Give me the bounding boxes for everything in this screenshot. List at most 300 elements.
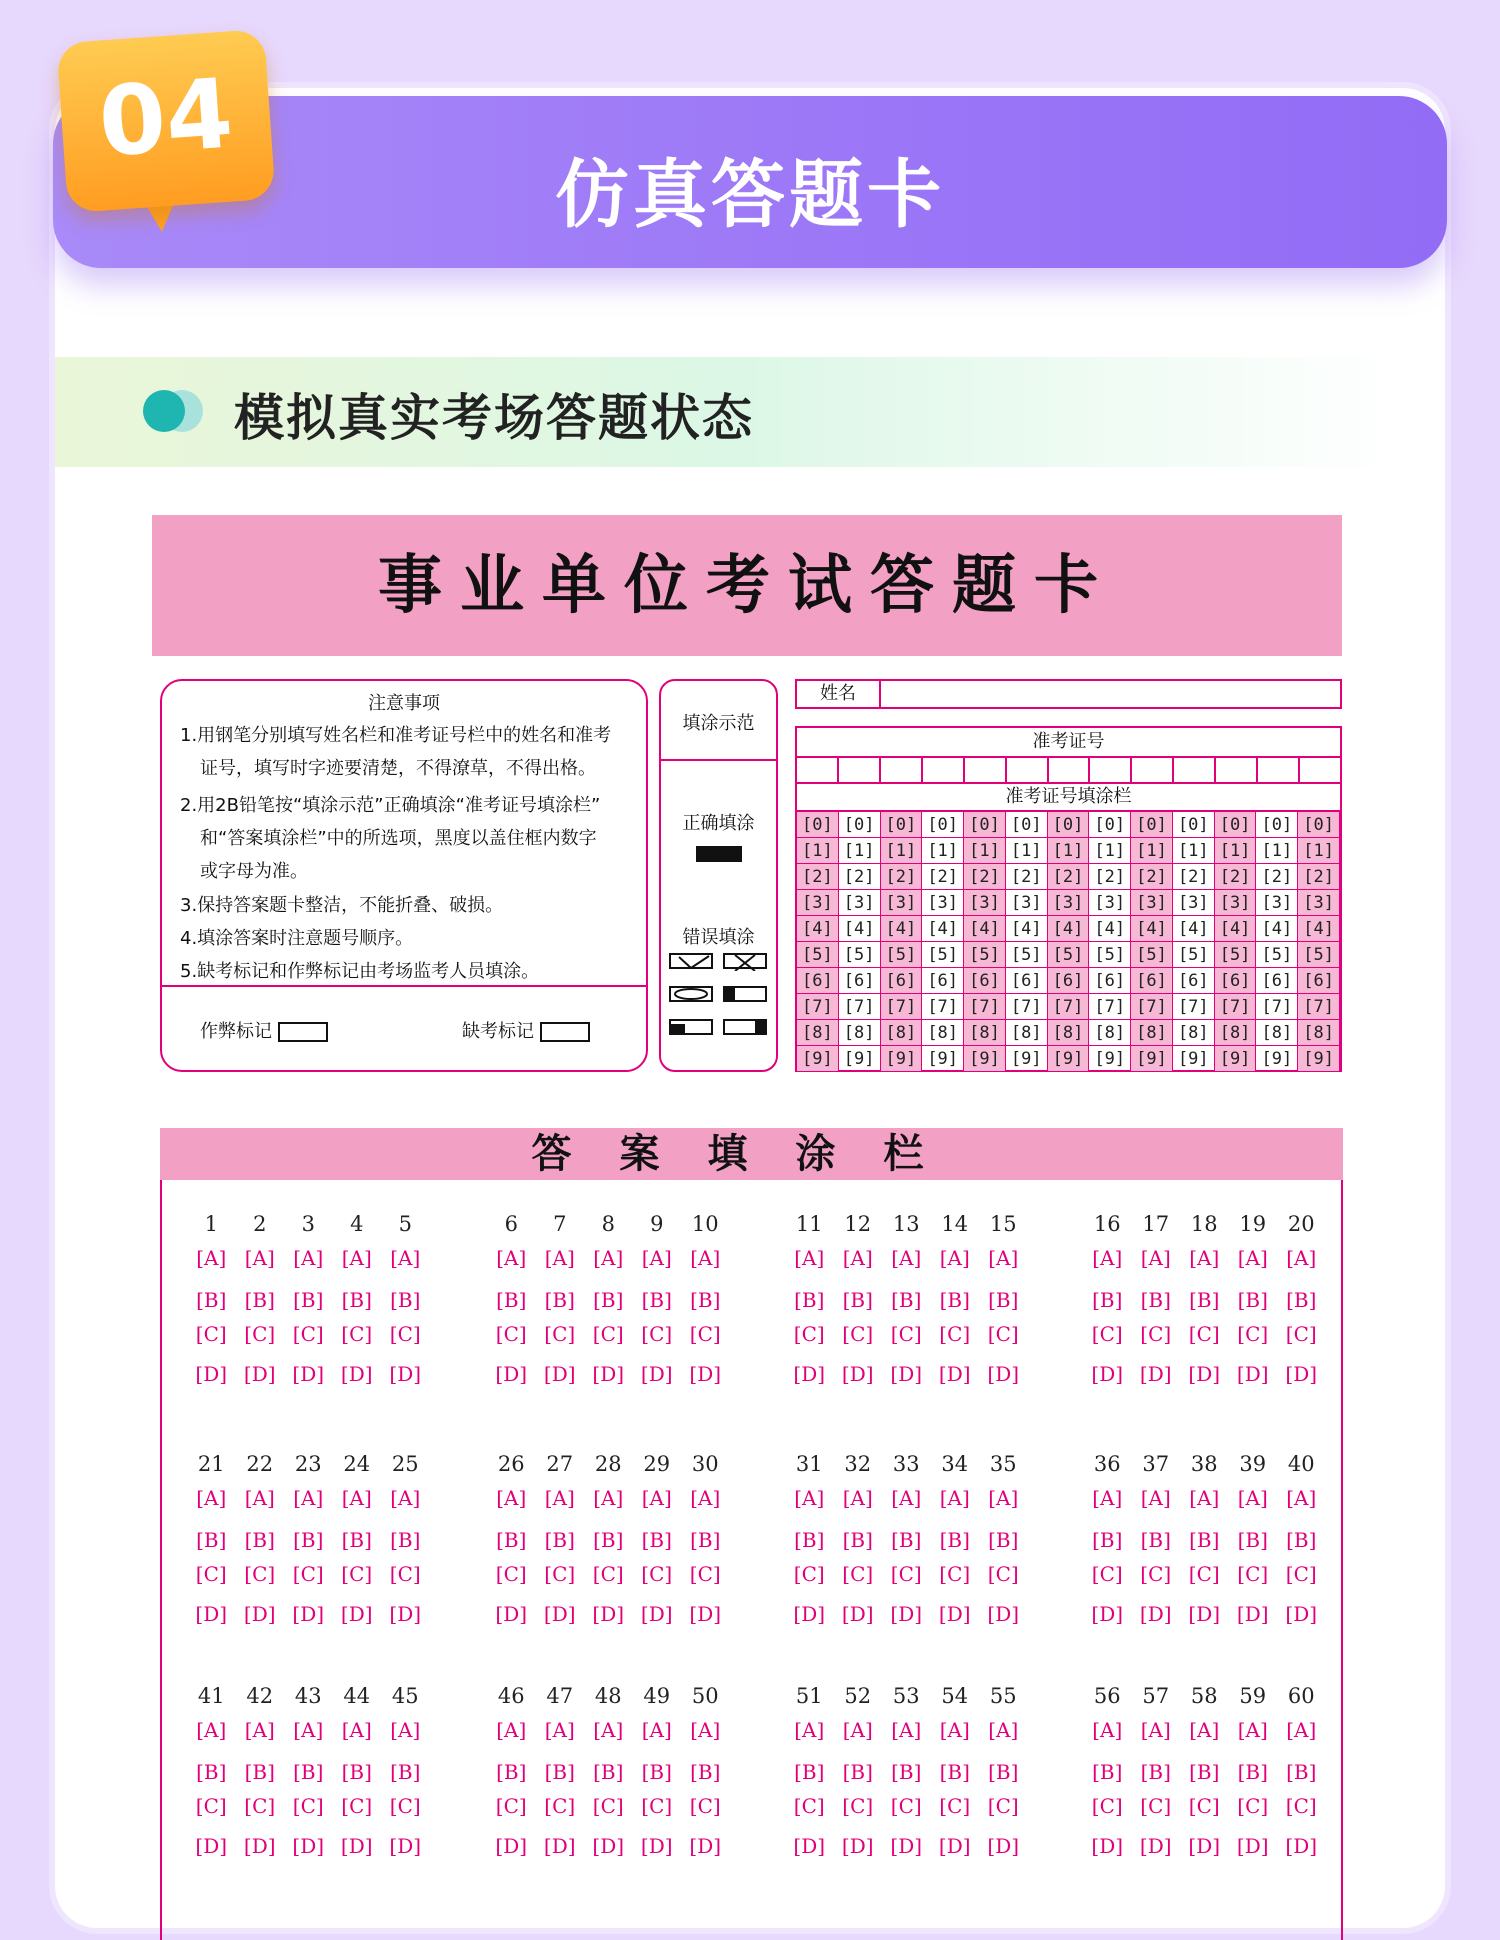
answer-option-bubble[interactable]: [C] bbox=[244, 1562, 276, 1586]
admission-id-cell[interactable] bbox=[1258, 758, 1300, 782]
admission-id-cell[interactable] bbox=[1007, 758, 1049, 782]
id-digit-bubble[interactable]: [4] bbox=[1006, 916, 1048, 942]
answer-option-bubble[interactable]: [D] bbox=[1285, 1362, 1318, 1386]
answer-option-bubble[interactable]: [A] bbox=[939, 1246, 970, 1270]
id-digit-bubble[interactable]: [0] bbox=[1131, 812, 1173, 838]
answer-option-bubble[interactable]: [D] bbox=[640, 1362, 673, 1386]
answer-option-bubble[interactable]: [A] bbox=[390, 1718, 421, 1742]
answer-option-bubble[interactable]: [D] bbox=[1139, 1602, 1172, 1626]
answer-option-bubble[interactable]: [D] bbox=[689, 1362, 722, 1386]
answer-option-bubble[interactable]: [C] bbox=[592, 1322, 624, 1346]
id-digit-bubble[interactable]: [3] bbox=[881, 890, 923, 916]
answer-option-bubble[interactable]: [C] bbox=[292, 1562, 324, 1586]
answer-option-bubble[interactable]: [A] bbox=[1092, 1246, 1123, 1270]
id-digit-bubble[interactable]: [4] bbox=[1048, 916, 1090, 942]
answer-option-bubble[interactable]: [B] bbox=[593, 1528, 624, 1552]
answer-option-bubble[interactable]: [A] bbox=[1189, 1246, 1220, 1270]
id-digit-bubble[interactable]: [4] bbox=[881, 916, 923, 942]
id-digit-bubble[interactable]: [2] bbox=[1131, 864, 1173, 890]
id-digit-bubble[interactable]: [2] bbox=[1173, 864, 1215, 890]
answer-option-bubble[interactable]: [B] bbox=[293, 1528, 324, 1552]
answer-option-bubble[interactable]: [B] bbox=[341, 1288, 372, 1312]
id-digit-bubble[interactable]: [9] bbox=[881, 1046, 923, 1072]
answer-option-bubble[interactable]: [D] bbox=[987, 1602, 1020, 1626]
answer-option-bubble[interactable]: [B] bbox=[690, 1528, 721, 1552]
cheat-mark[interactable] bbox=[200, 1017, 328, 1043]
answer-option-bubble[interactable]: [D] bbox=[1285, 1834, 1318, 1858]
answer-option-bubble[interactable]: [A] bbox=[641, 1246, 672, 1270]
answer-option-bubble[interactable]: [D] bbox=[640, 1602, 673, 1626]
answer-option-bubble[interactable]: [B] bbox=[641, 1760, 672, 1784]
answer-option-bubble[interactable]: [C] bbox=[987, 1322, 1019, 1346]
id-digit-bubble[interactable]: [6] bbox=[1006, 968, 1048, 994]
answer-option-bubble[interactable]: [B] bbox=[1189, 1528, 1220, 1552]
id-digit-bubble[interactable]: [6] bbox=[839, 968, 881, 994]
admission-id-cell[interactable] bbox=[797, 758, 839, 782]
answer-option-bubble[interactable]: [A] bbox=[1189, 1486, 1220, 1510]
id-digit-bubble[interactable]: [3] bbox=[1089, 890, 1131, 916]
answer-option-bubble[interactable]: [C] bbox=[292, 1794, 324, 1818]
id-digit-bubble[interactable]: [3] bbox=[1006, 890, 1048, 916]
answer-option-bubble[interactable]: [D] bbox=[389, 1362, 422, 1386]
answer-option-bubble[interactable]: [C] bbox=[592, 1794, 624, 1818]
answer-option-bubble[interactable]: [C] bbox=[195, 1562, 227, 1586]
id-digit-bubble[interactable]: [0] bbox=[881, 812, 923, 838]
answer-option-bubble[interactable]: [C] bbox=[1285, 1322, 1317, 1346]
answer-option-bubble[interactable]: [A] bbox=[842, 1718, 873, 1742]
id-digit-bubble[interactable]: [6] bbox=[1089, 968, 1131, 994]
answer-option-bubble[interactable]: [A] bbox=[641, 1486, 672, 1510]
answer-option-bubble[interactable]: [D] bbox=[841, 1834, 874, 1858]
answer-option-bubble[interactable]: [D] bbox=[890, 1362, 923, 1386]
answer-option-bubble[interactable]: [B] bbox=[794, 1528, 825, 1552]
answer-option-bubble[interactable]: [C] bbox=[544, 1322, 576, 1346]
id-digit-bubble[interactable]: [4] bbox=[1298, 916, 1340, 942]
answer-option-bubble[interactable]: [B] bbox=[842, 1288, 873, 1312]
id-digit-bubble[interactable]: [5] bbox=[1006, 942, 1048, 968]
answer-option-bubble[interactable]: [B] bbox=[939, 1528, 970, 1552]
answer-option-bubble[interactable]: [D] bbox=[890, 1834, 923, 1858]
answer-option-bubble[interactable]: [B] bbox=[794, 1760, 825, 1784]
answer-option-bubble[interactable]: [B] bbox=[641, 1528, 672, 1552]
id-digit-bubble[interactable]: [4] bbox=[1089, 916, 1131, 942]
answer-option-bubble[interactable]: [A] bbox=[1092, 1486, 1123, 1510]
answer-option-bubble[interactable]: [B] bbox=[196, 1528, 227, 1552]
answer-option-bubble[interactable]: [C] bbox=[495, 1562, 527, 1586]
id-digit-bubble[interactable]: [0] bbox=[1215, 812, 1257, 838]
id-digit-bubble[interactable]: [3] bbox=[1298, 890, 1340, 916]
answer-option-bubble[interactable]: [A] bbox=[988, 1246, 1019, 1270]
id-digit-bubble[interactable]: [8] bbox=[964, 1020, 1006, 1046]
answer-option-bubble[interactable]: [A] bbox=[641, 1718, 672, 1742]
id-digit-bubble[interactable]: [9] bbox=[1215, 1046, 1257, 1072]
answer-option-bubble[interactable]: [B] bbox=[293, 1760, 324, 1784]
answer-option-bubble[interactable]: [D] bbox=[243, 1834, 276, 1858]
answer-option-bubble[interactable]: [C] bbox=[842, 1322, 874, 1346]
id-digit-bubble[interactable]: [6] bbox=[964, 968, 1006, 994]
id-digit-bubble[interactable]: [1] bbox=[1215, 838, 1257, 864]
answer-option-bubble[interactable]: [A] bbox=[341, 1486, 372, 1510]
id-digit-bubble[interactable]: [9] bbox=[964, 1046, 1006, 1072]
id-digit-bubble[interactable]: [9] bbox=[1006, 1046, 1048, 1072]
answer-option-bubble[interactable]: [B] bbox=[496, 1760, 527, 1784]
answer-option-bubble[interactable]: [B] bbox=[842, 1528, 873, 1552]
answer-option-bubble[interactable]: [D] bbox=[340, 1602, 373, 1626]
id-digit-bubble[interactable]: [4] bbox=[1215, 916, 1257, 942]
answer-option-bubble[interactable]: [D] bbox=[1188, 1834, 1221, 1858]
id-digit-bubble[interactable]: [0] bbox=[1089, 812, 1131, 838]
answer-option-bubble[interactable]: [B] bbox=[196, 1760, 227, 1784]
id-digit-bubble[interactable]: [1] bbox=[839, 838, 881, 864]
answer-option-bubble[interactable]: [B] bbox=[891, 1288, 922, 1312]
id-digit-bubble[interactable]: [8] bbox=[1131, 1020, 1173, 1046]
answer-option-bubble[interactable]: [A] bbox=[293, 1718, 324, 1742]
answer-option-bubble[interactable]: [D] bbox=[987, 1362, 1020, 1386]
answer-option-bubble[interactable]: [A] bbox=[842, 1246, 873, 1270]
answer-option-bubble[interactable]: [B] bbox=[641, 1288, 672, 1312]
answer-option-bubble[interactable]: [A] bbox=[690, 1246, 721, 1270]
answer-option-bubble[interactable]: [C] bbox=[1091, 1794, 1123, 1818]
answer-option-bubble[interactable]: [C] bbox=[195, 1322, 227, 1346]
answer-option-bubble[interactable]: [C] bbox=[793, 1562, 825, 1586]
id-digit-bubble[interactable]: [7] bbox=[922, 994, 964, 1020]
id-digit-bubble[interactable]: [3] bbox=[964, 890, 1006, 916]
answer-option-bubble[interactable]: [A] bbox=[794, 1486, 825, 1510]
id-digit-bubble[interactable]: [1] bbox=[1131, 838, 1173, 864]
answer-option-bubble[interactable]: [A] bbox=[196, 1718, 227, 1742]
id-digit-bubble[interactable]: [4] bbox=[964, 916, 1006, 942]
absent-mark[interactable] bbox=[462, 1017, 590, 1043]
id-digit-bubble[interactable]: [6] bbox=[1131, 968, 1173, 994]
admission-id-cell[interactable] bbox=[1216, 758, 1258, 782]
answer-option-bubble[interactable]: [D] bbox=[1091, 1834, 1124, 1858]
admission-id-cell[interactable] bbox=[923, 758, 965, 782]
answer-option-bubble[interactable]: [C] bbox=[890, 1322, 922, 1346]
answer-option-bubble[interactable]: [A] bbox=[244, 1486, 275, 1510]
answer-option-bubble[interactable]: [D] bbox=[495, 1362, 528, 1386]
answer-option-bubble[interactable]: [B] bbox=[593, 1760, 624, 1784]
answer-option-bubble[interactable]: [D] bbox=[841, 1362, 874, 1386]
answer-option-bubble[interactable]: [B] bbox=[496, 1528, 527, 1552]
answer-option-bubble[interactable]: [A] bbox=[690, 1486, 721, 1510]
answer-option-bubble[interactable]: [D] bbox=[495, 1602, 528, 1626]
answer-option-bubble[interactable]: [C] bbox=[495, 1322, 527, 1346]
id-digit-bubble[interactable]: [4] bbox=[1173, 916, 1215, 942]
answer-option-bubble[interactable]: [D] bbox=[1236, 1834, 1269, 1858]
answer-option-bubble[interactable]: [A] bbox=[1286, 1718, 1317, 1742]
id-digit-bubble[interactable]: [7] bbox=[881, 994, 923, 1020]
answer-option-bubble[interactable]: [A] bbox=[1140, 1246, 1171, 1270]
answer-option-bubble[interactable]: [C] bbox=[1237, 1322, 1269, 1346]
id-digit-bubble[interactable]: [7] bbox=[797, 994, 839, 1020]
id-digit-bubble[interactable]: [7] bbox=[1131, 994, 1173, 1020]
id-digit-bubble[interactable]: [5] bbox=[881, 942, 923, 968]
id-digit-bubble[interactable]: [9] bbox=[922, 1046, 964, 1072]
id-digit-bubble[interactable]: [5] bbox=[797, 942, 839, 968]
answer-option-bubble[interactable]: [C] bbox=[244, 1322, 276, 1346]
answer-option-bubble[interactable]: [C] bbox=[689, 1794, 721, 1818]
id-digit-bubble[interactable]: [8] bbox=[1256, 1020, 1298, 1046]
answer-option-bubble[interactable]: [D] bbox=[543, 1362, 576, 1386]
id-digit-bubble[interactable]: [6] bbox=[1173, 968, 1215, 994]
answer-option-bubble[interactable]: [C] bbox=[1188, 1322, 1220, 1346]
answer-option-bubble[interactable]: [C] bbox=[592, 1562, 624, 1586]
id-digit-bubble[interactable]: [1] bbox=[1048, 838, 1090, 864]
id-digit-bubble[interactable]: [5] bbox=[1256, 942, 1298, 968]
answer-option-bubble[interactable]: [D] bbox=[195, 1362, 228, 1386]
answer-option-bubble[interactable]: [B] bbox=[544, 1760, 575, 1784]
answer-option-bubble[interactable]: [C] bbox=[341, 1794, 373, 1818]
id-digit-bubble[interactable]: [1] bbox=[1298, 838, 1340, 864]
id-digit-bubble[interactable]: [2] bbox=[797, 864, 839, 890]
answer-option-bubble[interactable]: [D] bbox=[495, 1834, 528, 1858]
answer-option-bubble[interactable]: [B] bbox=[988, 1288, 1019, 1312]
absent-mark-box[interactable] bbox=[540, 1022, 590, 1042]
answer-option-bubble[interactable]: [D] bbox=[1236, 1362, 1269, 1386]
answer-option-bubble[interactable]: [D] bbox=[340, 1362, 373, 1386]
id-digit-bubble[interactable]: [1] bbox=[964, 838, 1006, 864]
answer-option-bubble[interactable]: [A] bbox=[496, 1486, 527, 1510]
id-digit-bubble[interactable]: [3] bbox=[1173, 890, 1215, 916]
answer-option-bubble[interactable]: [B] bbox=[390, 1528, 421, 1552]
answer-option-bubble[interactable]: [B] bbox=[1140, 1760, 1171, 1784]
answer-option-bubble[interactable]: [C] bbox=[495, 1794, 527, 1818]
answer-option-bubble[interactable]: [D] bbox=[987, 1834, 1020, 1858]
answer-option-bubble[interactable]: [C] bbox=[939, 1322, 971, 1346]
answer-option-bubble[interactable]: [B] bbox=[544, 1528, 575, 1552]
id-digit-bubble[interactable]: [7] bbox=[1256, 994, 1298, 1020]
id-digit-bubble[interactable]: [1] bbox=[1089, 838, 1131, 864]
answer-option-bubble[interactable]: [B] bbox=[1189, 1760, 1220, 1784]
answer-option-bubble[interactable]: [D] bbox=[689, 1602, 722, 1626]
answer-option-bubble[interactable]: [B] bbox=[690, 1760, 721, 1784]
answer-option-bubble[interactable]: [A] bbox=[390, 1486, 421, 1510]
answer-option-bubble[interactable]: [D] bbox=[292, 1362, 325, 1386]
answer-option-bubble[interactable]: [B] bbox=[891, 1528, 922, 1552]
answer-option-bubble[interactable]: [D] bbox=[689, 1834, 722, 1858]
answer-option-bubble[interactable]: [C] bbox=[939, 1562, 971, 1586]
id-digit-bubble[interactable]: [5] bbox=[839, 942, 881, 968]
answer-option-bubble[interactable]: [A] bbox=[939, 1486, 970, 1510]
answer-option-bubble[interactable]: [A] bbox=[244, 1718, 275, 1742]
id-digit-bubble[interactable]: [2] bbox=[1006, 864, 1048, 890]
answer-option-bubble[interactable]: [A] bbox=[293, 1486, 324, 1510]
answer-option-bubble[interactable]: [C] bbox=[1188, 1794, 1220, 1818]
answer-option-bubble[interactable]: [C] bbox=[341, 1322, 373, 1346]
id-digit-bubble[interactable]: [6] bbox=[922, 968, 964, 994]
answer-option-bubble[interactable]: [B] bbox=[988, 1528, 1019, 1552]
answer-option-bubble[interactable]: [D] bbox=[389, 1834, 422, 1858]
answer-option-bubble[interactable]: [B] bbox=[1092, 1528, 1123, 1552]
answer-option-bubble[interactable]: [D] bbox=[1091, 1362, 1124, 1386]
id-digit-bubble[interactable]: [6] bbox=[1298, 968, 1340, 994]
id-digit-bubble[interactable]: [5] bbox=[964, 942, 1006, 968]
id-digit-bubble[interactable]: [7] bbox=[964, 994, 1006, 1020]
answer-option-bubble[interactable]: [D] bbox=[243, 1602, 276, 1626]
answer-option-bubble[interactable]: [C] bbox=[939, 1794, 971, 1818]
id-digit-bubble[interactable]: [3] bbox=[1048, 890, 1090, 916]
answer-option-bubble[interactable]: [A] bbox=[1140, 1486, 1171, 1510]
answer-option-bubble[interactable]: [B] bbox=[544, 1288, 575, 1312]
answer-option-bubble[interactable]: [C] bbox=[389, 1562, 421, 1586]
answer-option-bubble[interactable]: [B] bbox=[1237, 1760, 1268, 1784]
id-digit-bubble[interactable]: [1] bbox=[797, 838, 839, 864]
answer-option-bubble[interactable]: [C] bbox=[641, 1322, 673, 1346]
answer-option-bubble[interactable]: [A] bbox=[988, 1718, 1019, 1742]
answer-option-bubble[interactable]: [A] bbox=[544, 1246, 575, 1270]
answer-option-bubble[interactable]: [B] bbox=[1092, 1760, 1123, 1784]
answer-option-bubble[interactable]: [B] bbox=[244, 1288, 275, 1312]
answer-option-bubble[interactable]: [D] bbox=[340, 1834, 373, 1858]
answer-option-bubble[interactable]: [B] bbox=[1092, 1288, 1123, 1312]
id-digit-bubble[interactable]: [5] bbox=[1089, 942, 1131, 968]
id-digit-bubble[interactable]: [5] bbox=[1131, 942, 1173, 968]
admission-id-cell[interactable] bbox=[1300, 758, 1340, 782]
answer-option-bubble[interactable]: [D] bbox=[1091, 1602, 1124, 1626]
admission-id-cell[interactable] bbox=[1174, 758, 1216, 782]
answer-option-bubble[interactable]: [D] bbox=[592, 1602, 625, 1626]
id-digit-bubble[interactable]: [3] bbox=[1131, 890, 1173, 916]
answer-option-bubble[interactable]: [D] bbox=[890, 1602, 923, 1626]
answer-option-bubble[interactable]: [B] bbox=[690, 1288, 721, 1312]
answer-option-bubble[interactable]: [D] bbox=[292, 1602, 325, 1626]
id-digit-bubble[interactable]: [9] bbox=[1089, 1046, 1131, 1072]
id-digit-bubble[interactable]: [1] bbox=[1006, 838, 1048, 864]
answer-option-bubble[interactable]: [B] bbox=[1237, 1288, 1268, 1312]
answer-option-bubble[interactable]: [B] bbox=[1189, 1288, 1220, 1312]
id-digit-bubble[interactable]: [1] bbox=[1256, 838, 1298, 864]
answer-option-bubble[interactable]: [D] bbox=[938, 1834, 971, 1858]
answer-option-bubble[interactable]: [A] bbox=[341, 1246, 372, 1270]
answer-option-bubble[interactable]: [C] bbox=[195, 1794, 227, 1818]
answer-option-bubble[interactable]: [C] bbox=[793, 1322, 825, 1346]
id-digit-bubble[interactable]: [4] bbox=[1256, 916, 1298, 942]
id-digit-bubble[interactable]: [8] bbox=[1048, 1020, 1090, 1046]
id-digit-bubble[interactable]: [3] bbox=[1256, 890, 1298, 916]
id-digit-bubble[interactable]: [8] bbox=[1298, 1020, 1340, 1046]
answer-option-bubble[interactable]: [D] bbox=[543, 1834, 576, 1858]
id-digit-bubble[interactable]: [2] bbox=[922, 864, 964, 890]
answer-option-bubble[interactable]: [A] bbox=[1237, 1718, 1268, 1742]
answer-option-bubble[interactable]: [C] bbox=[987, 1794, 1019, 1818]
id-digit-bubble[interactable]: [4] bbox=[1131, 916, 1173, 942]
answer-option-bubble[interactable]: [A] bbox=[196, 1246, 227, 1270]
id-digit-bubble[interactable]: [4] bbox=[797, 916, 839, 942]
answer-option-bubble[interactable]: [D] bbox=[1188, 1362, 1221, 1386]
id-digit-bubble[interactable]: [2] bbox=[1215, 864, 1257, 890]
id-digit-bubble[interactable]: [6] bbox=[1048, 968, 1090, 994]
answer-option-bubble[interactable]: [D] bbox=[1236, 1602, 1269, 1626]
answer-option-bubble[interactable]: [C] bbox=[389, 1322, 421, 1346]
id-digit-bubble[interactable]: [9] bbox=[797, 1046, 839, 1072]
answer-option-bubble[interactable]: [A] bbox=[544, 1718, 575, 1742]
answer-option-bubble[interactable]: [A] bbox=[1140, 1718, 1171, 1742]
id-digit-bubble[interactable]: [0] bbox=[1298, 812, 1340, 838]
answer-option-bubble[interactable]: [B] bbox=[341, 1760, 372, 1784]
answer-option-bubble[interactable]: [C] bbox=[544, 1562, 576, 1586]
answer-option-bubble[interactable]: [A] bbox=[1237, 1246, 1268, 1270]
answer-option-bubble[interactable]: [B] bbox=[496, 1288, 527, 1312]
id-digit-bubble[interactable]: [7] bbox=[839, 994, 881, 1020]
answer-option-bubble[interactable]: [D] bbox=[1188, 1602, 1221, 1626]
answer-option-bubble[interactable]: [C] bbox=[641, 1562, 673, 1586]
answer-option-bubble[interactable]: [C] bbox=[1188, 1562, 1220, 1586]
id-digit-bubble[interactable]: [2] bbox=[964, 864, 1006, 890]
admission-id-cell[interactable] bbox=[1049, 758, 1091, 782]
answer-option-bubble[interactable]: [C] bbox=[1285, 1794, 1317, 1818]
answer-option-bubble[interactable]: [D] bbox=[592, 1834, 625, 1858]
answer-option-bubble[interactable]: [B] bbox=[1140, 1528, 1171, 1552]
id-digit-bubble[interactable]: [2] bbox=[1048, 864, 1090, 890]
answer-option-bubble[interactable]: [D] bbox=[592, 1362, 625, 1386]
id-digit-bubble[interactable]: [3] bbox=[839, 890, 881, 916]
answer-option-bubble[interactable]: [D] bbox=[292, 1834, 325, 1858]
id-digit-bubble[interactable]: [9] bbox=[1173, 1046, 1215, 1072]
id-digit-bubble[interactable]: [0] bbox=[797, 812, 839, 838]
id-digit-bubble[interactable]: [9] bbox=[1048, 1046, 1090, 1072]
answer-option-bubble[interactable]: [D] bbox=[793, 1602, 826, 1626]
id-digit-bubble[interactable]: [4] bbox=[922, 916, 964, 942]
id-digit-bubble[interactable]: [8] bbox=[839, 1020, 881, 1046]
answer-option-bubble[interactable]: [B] bbox=[939, 1760, 970, 1784]
admission-id-cell[interactable] bbox=[965, 758, 1007, 782]
answer-option-bubble[interactable]: [A] bbox=[496, 1718, 527, 1742]
answer-option-bubble[interactable]: [B] bbox=[244, 1760, 275, 1784]
answer-option-bubble[interactable]: [D] bbox=[195, 1602, 228, 1626]
id-digit-bubble[interactable]: [3] bbox=[797, 890, 839, 916]
id-digit-bubble[interactable]: [0] bbox=[1048, 812, 1090, 838]
id-digit-bubble[interactable]: [7] bbox=[1089, 994, 1131, 1020]
answer-option-bubble[interactable]: [C] bbox=[890, 1562, 922, 1586]
name-field[interactable] bbox=[795, 679, 1342, 709]
answer-option-bubble[interactable]: [C] bbox=[1237, 1794, 1269, 1818]
answer-option-bubble[interactable]: [A] bbox=[293, 1246, 324, 1270]
answer-option-bubble[interactable]: [C] bbox=[389, 1794, 421, 1818]
answer-option-bubble[interactable]: [B] bbox=[842, 1760, 873, 1784]
answer-option-bubble[interactable]: [C] bbox=[1140, 1794, 1172, 1818]
answer-option-bubble[interactable]: [C] bbox=[890, 1794, 922, 1818]
answer-option-bubble[interactable]: [B] bbox=[1286, 1288, 1317, 1312]
answer-option-bubble[interactable]: [C] bbox=[1237, 1562, 1269, 1586]
id-digit-bubble[interactable]: [8] bbox=[881, 1020, 923, 1046]
answer-option-bubble[interactable]: [B] bbox=[1140, 1288, 1171, 1312]
id-digit-bubble[interactable]: [0] bbox=[1173, 812, 1215, 838]
answer-option-bubble[interactable]: [A] bbox=[690, 1718, 721, 1742]
answer-option-bubble[interactable]: [A] bbox=[593, 1486, 624, 1510]
answer-option-bubble[interactable]: [C] bbox=[689, 1562, 721, 1586]
id-digit-bubble[interactable]: [1] bbox=[922, 838, 964, 864]
answer-option-bubble[interactable]: [B] bbox=[390, 1288, 421, 1312]
answer-option-bubble[interactable]: [B] bbox=[390, 1760, 421, 1784]
answer-option-bubble[interactable]: [D] bbox=[543, 1602, 576, 1626]
id-digit-bubble[interactable]: [8] bbox=[1006, 1020, 1048, 1046]
id-digit-bubble[interactable]: [8] bbox=[922, 1020, 964, 1046]
answer-option-bubble[interactable]: [A] bbox=[794, 1718, 825, 1742]
answer-option-bubble[interactable]: [A] bbox=[390, 1246, 421, 1270]
answer-option-bubble[interactable]: [A] bbox=[593, 1718, 624, 1742]
answer-option-bubble[interactable]: [A] bbox=[1286, 1486, 1317, 1510]
id-digit-bubble[interactable]: [7] bbox=[1173, 994, 1215, 1020]
admission-id-cell[interactable] bbox=[881, 758, 923, 782]
answer-option-bubble[interactable]: [C] bbox=[842, 1794, 874, 1818]
answer-option-bubble[interactable]: [B] bbox=[1286, 1760, 1317, 1784]
answer-option-bubble[interactable]: [A] bbox=[496, 1246, 527, 1270]
id-digit-bubble[interactable]: [5] bbox=[1215, 942, 1257, 968]
answer-option-bubble[interactable]: [B] bbox=[988, 1760, 1019, 1784]
admission-id-cell[interactable] bbox=[839, 758, 881, 782]
answer-option-bubble[interactable]: [C] bbox=[1140, 1322, 1172, 1346]
answer-option-bubble[interactable]: [B] bbox=[891, 1760, 922, 1784]
